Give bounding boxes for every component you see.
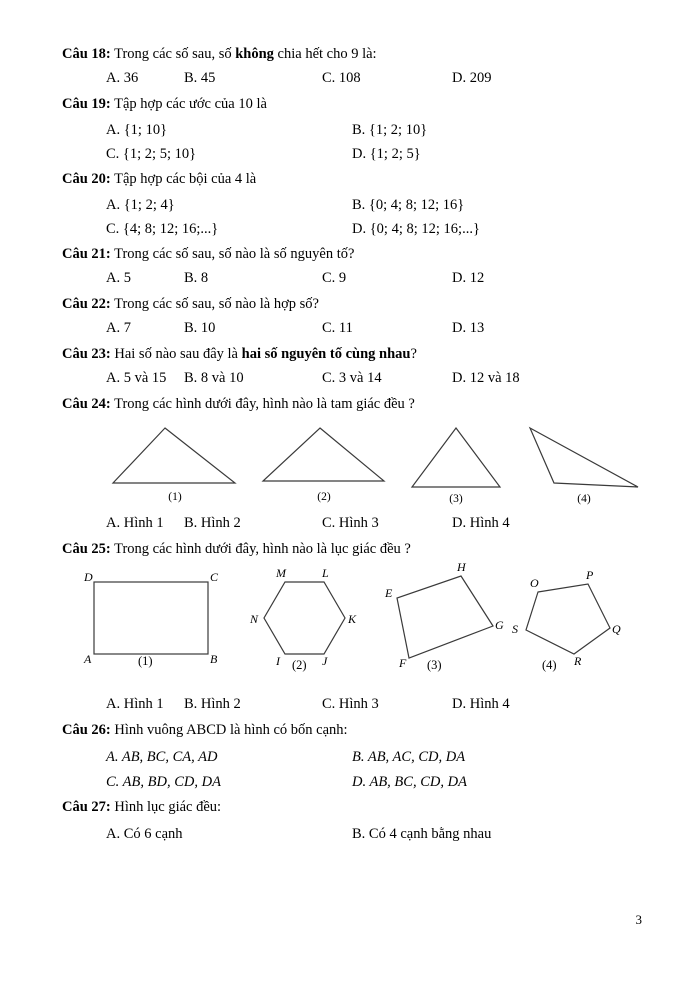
- question-19: [62, 94, 632, 163]
- question-25-label: Câu 25:: [62, 541, 111, 558]
- quad3-vertex-H: H: [457, 560, 466, 575]
- question-18: [62, 44, 632, 87]
- question-23-text: [62, 344, 632, 365]
- triangle-figure-4: [524, 425, 644, 505]
- question-26-options-row-2: [62, 774, 632, 791]
- quadrilateral-figure-3-caption: (3): [427, 658, 442, 673]
- question-25-options: [62, 696, 632, 713]
- question-19-option-d[interactable]: D. {1; 2; 5}: [352, 146, 421, 163]
- rect1-vertex-D: D: [84, 570, 93, 585]
- rect1-vertex-C: C: [210, 570, 219, 585]
- question-20-option-c[interactable]: C. {4; 8; 12; 16;...}: [106, 221, 219, 238]
- question-24-option-d[interactable]: D. Hình 4: [452, 515, 510, 532]
- question-24-option-b[interactable]: B. Hình 2: [184, 515, 241, 532]
- question-21-option-c[interactable]: C. 9: [322, 270, 347, 287]
- pent4-vertex-Q: Q: [612, 622, 621, 637]
- question-21: [62, 244, 632, 287]
- question-22-label: Câu 22:: [62, 296, 111, 313]
- question-22-option-d[interactable]: D. 13: [452, 320, 485, 337]
- question-19-label: Câu 19:: [62, 96, 111, 113]
- triangle-figure-2-caption: (2): [317, 491, 331, 504]
- question-20-option-a[interactable]: A. {1; 2; 4}: [106, 197, 175, 214]
- question-24-figures: [62, 421, 632, 506]
- question-24-body: Trong các hình dưới đây, hình nào là tam giác đều ?: [110, 396, 415, 413]
- question-20-option-b[interactable]: B. {0; 4; 8; 12; 16}: [352, 197, 465, 214]
- question-23-label: Câu 23:: [62, 346, 111, 363]
- question-26-option-d[interactable]: D. AB, BC, CD, DA: [352, 774, 467, 791]
- triangle-figure-1-caption: (1): [168, 491, 182, 504]
- question-26: [62, 720, 632, 791]
- triangle-figure-3-caption: (3): [449, 493, 463, 506]
- question-20-label: Câu 20:: [62, 171, 111, 188]
- question-18-text-before: Trong các số sau, số: [110, 46, 236, 62]
- question-20-text: [62, 169, 632, 190]
- question-19-option-a[interactable]: A. {1; 10}: [106, 122, 168, 139]
- question-25-text: [62, 539, 632, 560]
- question-22-options: [62, 320, 632, 337]
- question-25-option-c[interactable]: C. Hình 3: [322, 696, 379, 713]
- hex2-vertex-I: I: [276, 654, 280, 669]
- pentagon-figure-4-caption: (4): [542, 658, 557, 673]
- question-25-option-a[interactable]: A. Hình 1: [106, 696, 164, 713]
- question-18-text-after: chia hết cho 9 là:: [273, 46, 377, 62]
- pentagon-figure-4: [512, 568, 624, 673]
- question-23-options: [62, 370, 632, 387]
- question-24-text: [62, 394, 632, 415]
- quad3-vertex-G: G: [495, 618, 504, 633]
- question-18-bold-word: không: [235, 46, 274, 62]
- question-22-option-a[interactable]: A. 7: [106, 320, 131, 337]
- question-27-text: [62, 797, 632, 818]
- hexagon-figure-2: [250, 566, 362, 673]
- hex2-vertex-N: N: [250, 612, 259, 627]
- question-20-option-d[interactable]: D. {0; 4; 8; 12; 16;...}: [352, 221, 480, 238]
- hex2-vertex-L: L: [322, 566, 329, 581]
- document-content: [62, 44, 632, 849]
- question-19-option-b[interactable]: B. {1; 2; 10}: [352, 122, 428, 139]
- question-22: [62, 294, 632, 337]
- question-24-options: [62, 515, 632, 532]
- triangle-figure-2: [260, 425, 388, 503]
- rectangle-figure-1: [82, 570, 222, 669]
- rectangle-figure-1-caption: (1): [138, 654, 153, 669]
- question-20: [62, 169, 632, 238]
- question-27-option-b[interactable]: B. Có 4 cạnh bằng nhau: [352, 826, 492, 843]
- question-26-text: [62, 720, 632, 741]
- question-22-option-b[interactable]: B. 10: [184, 320, 216, 337]
- question-23: [62, 344, 632, 387]
- triangle-figure-1: [110, 425, 240, 503]
- question-24: [62, 394, 632, 532]
- question-19-text: [62, 94, 632, 115]
- question-23-option-d[interactable]: D. 12 và 18: [452, 370, 520, 387]
- question-24-label: Câu 24:: [62, 396, 111, 413]
- question-25-body: Trong các hình dưới đây, hình nào là lục giác đều ?: [110, 541, 411, 558]
- pent4-vertex-S: S: [512, 622, 518, 637]
- question-23-option-c[interactable]: C. 3 và 14: [322, 370, 382, 387]
- question-18-option-a[interactable]: A. 36: [106, 70, 139, 87]
- pent4-vertex-P: P: [586, 568, 594, 583]
- question-23-option-a[interactable]: A. 5 và 15: [106, 370, 167, 387]
- pent4-vertex-R: R: [574, 654, 582, 669]
- question-27-options-row-1: [62, 826, 632, 843]
- question-20-options-row-1: [62, 197, 632, 214]
- question-25-figures: [62, 560, 632, 684]
- hex2-vertex-K: K: [348, 612, 357, 627]
- question-22-body: Trong các số sau, số nào là hợp số?: [110, 296, 319, 313]
- question-25-option-b[interactable]: B. Hình 2: [184, 696, 241, 713]
- question-25: [62, 539, 632, 713]
- question-26-option-b[interactable]: B. AB, AC, CD, DA: [352, 749, 466, 766]
- question-19-options-row-1: [62, 122, 632, 139]
- question-21-option-a[interactable]: A. 5: [106, 270, 131, 287]
- question-22-option-c[interactable]: C. 11: [322, 320, 353, 337]
- question-18-options: [62, 70, 632, 87]
- hex2-vertex-M: M: [276, 566, 286, 581]
- question-22-text: [62, 294, 632, 315]
- question-23-bold-phrase: hai số nguyên tố cùng nhau: [241, 346, 411, 363]
- quad3-vertex-E: E: [385, 586, 393, 601]
- question-24-option-c[interactable]: C. Hình 3: [322, 515, 379, 532]
- question-20-options-row-2: [62, 221, 632, 238]
- question-27-option-a[interactable]: A. Có 6 cạnh: [106, 826, 183, 843]
- rect1-vertex-A: A: [84, 652, 92, 667]
- question-21-option-b[interactable]: B. 8: [184, 270, 209, 287]
- question-26-option-c[interactable]: C. AB, BD, CD, DA: [106, 774, 221, 791]
- question-21-label: Câu 21:: [62, 246, 111, 263]
- question-21-option-d[interactable]: D. 12: [452, 270, 485, 287]
- question-18-label: Câu 18:: [62, 46, 111, 62]
- question-21-options: [62, 270, 632, 287]
- question-25-option-d[interactable]: D. Hình 4: [452, 696, 510, 713]
- pent4-vertex-O: O: [530, 576, 539, 591]
- question-19-option-c[interactable]: C. {1; 2; 5; 10}: [106, 146, 197, 163]
- quad3-vertex-F: F: [399, 656, 407, 671]
- hex2-vertex-J: J: [322, 654, 328, 669]
- question-24-option-a[interactable]: A. Hình 1: [106, 515, 164, 532]
- question-26-option-a[interactable]: A. AB, BC, CA, AD: [106, 749, 218, 766]
- question-27-label: Câu 27:: [62, 799, 111, 816]
- question-26-label: Câu 26:: [62, 722, 111, 739]
- page-number: 3: [635, 912, 642, 927]
- question-18-option-d[interactable]: D. 209: [452, 70, 492, 87]
- rect1-vertex-B: B: [210, 652, 218, 667]
- question-23-text-after: ?: [410, 346, 417, 363]
- question-19-options-row-2: [62, 146, 632, 163]
- quadrilateral-figure-3: [385, 560, 507, 673]
- question-27: [62, 797, 632, 843]
- question-18-option-c[interactable]: C. 108: [322, 70, 361, 87]
- triangle-figure-3: [402, 425, 510, 505]
- question-21-text: [62, 244, 632, 265]
- question-18-option-b[interactable]: B. 45: [184, 70, 216, 87]
- triangle-figure-4-caption: (4): [577, 493, 591, 506]
- question-18-text: [62, 44, 632, 65]
- question-19-body: Tập hợp các ước của 10 là: [110, 96, 267, 113]
- question-23-text-before: Hai số nào sau đây là: [110, 346, 242, 363]
- question-27-body: Hình lục giác đều:: [110, 799, 222, 816]
- question-20-body: Tập hợp các bội của 4 là: [110, 171, 257, 188]
- question-23-option-b[interactable]: B. 8 và 10: [184, 370, 244, 387]
- question-26-options-row-1: [62, 749, 632, 766]
- hexagon-figure-2-caption: (2): [292, 658, 307, 673]
- question-26-body: Hình vuông ABCD là hình có bốn cạnh:: [110, 722, 348, 739]
- question-21-body: Trong các số sau, số nào là số nguyên tố?: [110, 246, 355, 263]
